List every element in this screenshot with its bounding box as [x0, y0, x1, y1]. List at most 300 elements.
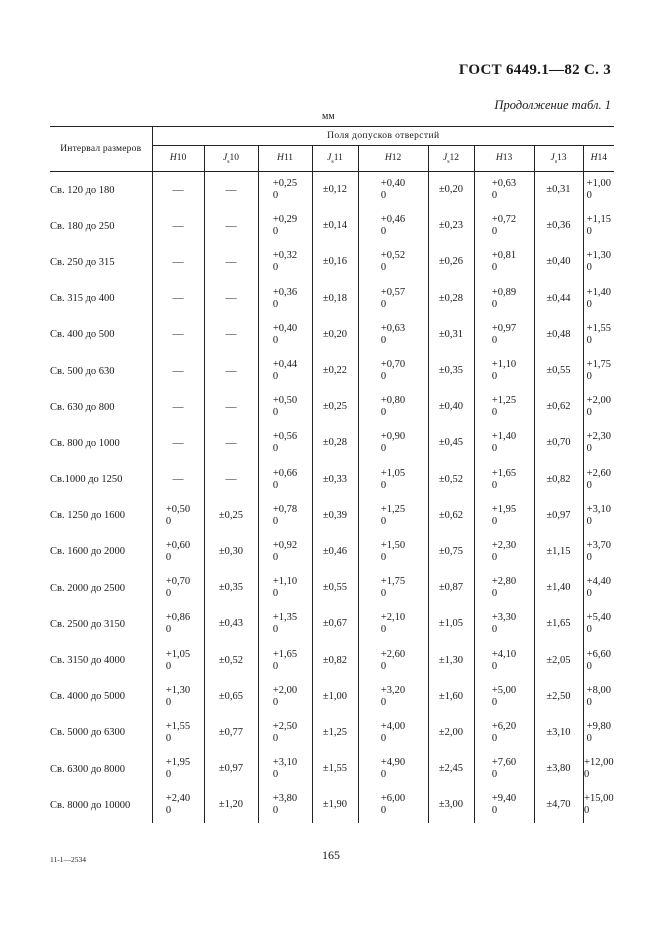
upper-deviation: +0,44	[272, 359, 298, 371]
tolerance-cell	[152, 715, 204, 751]
upper-deviation: +1,05	[380, 467, 406, 479]
lower-deviation: 0	[586, 334, 592, 346]
tolerance-value: ±2,00	[438, 726, 464, 738]
tolerance-cell	[152, 425, 204, 461]
lower-deviation: 0	[586, 443, 592, 455]
tolerance-cell	[428, 679, 474, 715]
table-row	[50, 606, 614, 642]
upper-deviation: +5,40	[586, 612, 611, 624]
tolerance-cell	[312, 317, 358, 353]
upper-deviation: +3,30	[491, 612, 517, 624]
tolerance-cell	[534, 787, 583, 823]
tolerance-cell	[428, 642, 474, 678]
tolerance-cell	[204, 281, 258, 317]
table-row	[50, 642, 614, 678]
tolerance-cell	[152, 208, 204, 244]
tolerance-deviation-pair	[273, 359, 297, 383]
upper-deviation: +1,40	[491, 431, 517, 443]
tolerance-value: ±0,22	[322, 365, 348, 377]
tolerance-cell	[258, 642, 312, 678]
upper-deviation: +0,52	[380, 250, 406, 262]
tolerance-cell	[358, 715, 428, 751]
tolerance-cell	[204, 534, 258, 570]
tolerance-cell	[534, 425, 583, 461]
tolerance-value: ±0,52	[218, 654, 244, 666]
tolerance-cell	[428, 751, 474, 787]
tolerance-cell	[474, 353, 534, 389]
table-row	[50, 498, 614, 534]
tolerance-cell	[312, 606, 358, 642]
tolerance-value: ±1,25	[322, 726, 348, 738]
tolerance-cell	[312, 534, 358, 570]
tolerance-value: ±1,55	[322, 763, 348, 775]
lower-deviation: 0	[586, 226, 592, 238]
table-row	[50, 244, 614, 280]
lower-deviation: 0	[165, 515, 172, 527]
tolerance-deviation-pair	[492, 250, 516, 274]
tolerance-cell	[534, 462, 583, 498]
tolerance-cell	[152, 281, 204, 317]
tolerance-cell	[204, 751, 258, 787]
lower-deviation: 0	[165, 588, 172, 600]
upper-deviation: +2,10	[380, 612, 406, 624]
tolerance-value: ±0,97	[218, 763, 244, 775]
tolerance-cell	[258, 787, 312, 823]
upper-deviation: +1,65	[491, 467, 517, 479]
tolerance-cell	[312, 425, 358, 461]
upper-deviation: +6,20	[491, 720, 517, 732]
tolerance-cell	[152, 534, 204, 570]
tolerance-cell	[204, 787, 258, 823]
upper-deviation: +7,60	[491, 757, 517, 769]
tolerance-cell	[534, 642, 583, 678]
upper-deviation: +3,70	[586, 539, 611, 551]
tolerance-value: —	[172, 219, 184, 232]
tolerance-cell	[428, 606, 474, 642]
tolerance-cell	[358, 353, 428, 389]
column-header-letter: J	[222, 152, 228, 163]
lower-deviation: 0	[491, 298, 498, 310]
tolerance-cell	[152, 317, 204, 353]
tolerance-cell	[312, 462, 358, 498]
tolerance-cell	[474, 389, 534, 425]
tolerance-value: ±0,20	[322, 328, 348, 340]
lower-deviation: 0	[586, 732, 592, 744]
upper-deviation: +15,00	[584, 793, 614, 805]
upper-deviation: +2,30	[586, 431, 611, 443]
upper-deviation: +1,25	[380, 503, 406, 515]
upper-deviation: +0,50	[165, 503, 191, 515]
upper-deviation: +0,40	[272, 322, 298, 334]
size-range-cell: Св. 4000 до 5000	[50, 691, 126, 703]
lower-deviation: 0	[491, 443, 498, 455]
tolerance-deviation-pair	[166, 649, 190, 673]
column-header-letter: J	[550, 152, 555, 163]
upper-deviation: +0,50	[272, 395, 298, 407]
tolerance-value: ±0,77	[218, 726, 244, 738]
tolerance-cell	[312, 679, 358, 715]
tolerance-value: ±0,23	[438, 220, 464, 232]
lower-deviation: 0	[491, 805, 498, 817]
tolerance-deviation-pair	[587, 721, 611, 745]
tolerance-deviation-pair	[273, 250, 297, 274]
lower-deviation: 0	[165, 769, 172, 781]
tolerance-deviation-pair	[273, 214, 297, 238]
lower-deviation: 0	[380, 732, 387, 744]
tolerance-deviation-pair	[587, 323, 611, 347]
tolerance-value: ±0,39	[322, 509, 348, 521]
tolerance-value: ±0,25	[322, 401, 348, 413]
lower-deviation: 0	[165, 551, 172, 563]
upper-deviation: +1,10	[491, 359, 517, 371]
tolerance-cell	[583, 534, 614, 570]
table-row	[50, 534, 614, 570]
tolerance-value: ±0,26	[438, 256, 464, 268]
tolerance-deviation-pair	[587, 395, 611, 419]
tolerance-cell	[358, 281, 428, 317]
lower-deviation: 0	[584, 805, 590, 817]
tolerance-cell	[534, 534, 583, 570]
tolerance-cell	[474, 715, 534, 751]
tolerance-deviation-pair	[273, 649, 297, 673]
tolerance-deviation-pair	[381, 359, 405, 383]
tolerance-cell	[358, 317, 428, 353]
lower-deviation: 0	[272, 732, 279, 744]
tolerance-cell	[258, 389, 312, 425]
upper-deviation: +4,10	[491, 648, 517, 660]
tolerance-value: ±2,45	[438, 763, 464, 775]
tolerance-cell	[583, 208, 614, 244]
column-header-grade: 12	[391, 152, 402, 163]
size-range-cell: Св. 315 до 400	[50, 293, 115, 305]
column-header-grade: 13	[502, 152, 513, 163]
tolerance-deviation-pair	[381, 323, 405, 347]
column-header	[583, 146, 614, 172]
tolerance-deviation-pair	[587, 287, 611, 311]
column-header-letter: H	[384, 152, 392, 163]
column-header	[312, 146, 358, 172]
size-range-cell: Св. 1600 до 2000	[50, 546, 126, 558]
tolerance-deviation-pair	[492, 757, 516, 781]
tolerance-cell	[428, 715, 474, 751]
size-range-cell: Св. 250 до 315	[50, 256, 115, 268]
lower-deviation: 0	[380, 805, 387, 817]
tolerance-deviation-pair	[273, 540, 297, 564]
lower-deviation: 0	[272, 660, 279, 672]
tolerance-cell	[312, 389, 358, 425]
tolerance-deviation-pair	[381, 721, 405, 745]
tolerance-value: —	[225, 364, 237, 377]
tolerance-cell	[534, 389, 583, 425]
tolerance-deviation-pair	[492, 431, 516, 455]
tolerance-value: ±0,65	[218, 690, 244, 702]
tolerance-deviation-pair	[587, 214, 611, 238]
tolerance-cell	[358, 425, 428, 461]
size-range-cell: Св. 6300 до 8000	[50, 763, 126, 775]
lower-deviation: 0	[586, 262, 592, 274]
tolerance-deviation-pair	[381, 431, 405, 455]
tolerance-cell	[474, 498, 534, 534]
lower-deviation: 0	[272, 696, 279, 708]
tolerance-deviation-pair	[492, 395, 516, 419]
tolerance-value: ±4,70	[546, 799, 571, 811]
tolerance-deviation-pair	[492, 721, 516, 745]
lower-deviation: 0	[165, 805, 172, 817]
tolerance-deviation-pair	[273, 395, 297, 419]
tolerance-cell	[583, 172, 614, 209]
tolerance-cell	[152, 244, 204, 280]
tolerance-deviation-pair	[587, 612, 611, 636]
upper-deviation: +1,30	[165, 684, 191, 696]
upper-deviation: +0,29	[272, 214, 298, 226]
table-row	[50, 425, 614, 461]
tolerance-deviation-pair	[381, 793, 405, 817]
lower-deviation: 0	[491, 624, 498, 636]
upper-deviation: +12,00	[584, 757, 614, 769]
table-row	[50, 208, 614, 244]
column-header	[428, 146, 474, 172]
tolerance-deviation-pair	[587, 685, 611, 709]
lower-deviation: 0	[380, 624, 387, 636]
column-header-subscript: s	[554, 158, 558, 165]
lower-deviation: 0	[586, 696, 592, 708]
upper-deviation: +0,70	[165, 576, 191, 588]
tolerance-cell	[358, 208, 428, 244]
tolerance-deviation-pair	[166, 721, 190, 745]
table-row	[50, 317, 614, 353]
tolerance-value: ±1,00	[322, 690, 348, 702]
tolerance-cell	[204, 425, 258, 461]
lower-deviation: 0	[272, 298, 279, 310]
tolerance-cell	[258, 244, 312, 280]
tolerance-deviation-pair	[587, 431, 611, 455]
lower-deviation: 0	[586, 407, 592, 419]
tolerance-value: ±1,65	[546, 618, 571, 630]
tolerance-cell	[583, 281, 614, 317]
upper-deviation: +3,10	[272, 757, 298, 769]
tolerance-cell	[312, 281, 358, 317]
tolerance-cell	[583, 462, 614, 498]
table-row	[50, 715, 614, 751]
tolerance-deviation-pair	[381, 685, 405, 709]
tolerance-cell	[474, 606, 534, 642]
size-range-cell: Св. 400 до 500	[50, 329, 115, 341]
upper-deviation: +1,55	[165, 720, 191, 732]
tolerance-cell	[474, 642, 534, 678]
tolerance-cell	[204, 244, 258, 280]
tolerance-deviation-pair	[273, 431, 297, 455]
tolerance-deviation-pair	[166, 685, 190, 709]
tolerance-cell	[204, 208, 258, 244]
tolerance-value: ±2,50	[546, 690, 571, 702]
tolerance-deviation-pair	[273, 323, 297, 347]
lower-deviation: 0	[272, 190, 279, 202]
tolerance-cell	[534, 317, 583, 353]
size-range-cell: Св. 1250 до 1600	[50, 510, 126, 522]
lower-deviation: 0	[380, 226, 387, 238]
tolerance-deviation-pair	[273, 685, 297, 709]
tolerance-value: ±0,70	[546, 437, 571, 449]
table-body	[50, 172, 614, 824]
tolerance-cell	[474, 281, 534, 317]
tolerance-value: —	[225, 183, 237, 196]
tolerance-value: ±0,40	[546, 256, 571, 268]
upper-deviation: +0,46	[380, 214, 406, 226]
column-header	[474, 146, 534, 172]
tolerance-cell	[358, 462, 428, 498]
tolerance-deviation-pair	[381, 214, 405, 238]
tolerance-deviation-pair	[273, 576, 297, 600]
tolerance-value: ±0,43	[218, 618, 244, 630]
tolerance-cell	[474, 208, 534, 244]
table-row	[50, 281, 614, 317]
upper-deviation: +1,00	[586, 178, 611, 190]
tolerance-deviation-pair	[273, 793, 297, 817]
tolerance-cell	[312, 498, 358, 534]
tolerance-fields-header: Поля допусков отверстий	[152, 127, 614, 146]
tolerance-value: —	[172, 400, 184, 413]
tolerance-deviation-pair	[166, 612, 190, 636]
tolerance-value: —	[172, 328, 184, 341]
tolerance-value: ±0,67	[322, 618, 348, 630]
tolerance-cell	[312, 570, 358, 606]
upper-deviation: +1,50	[380, 539, 406, 551]
tolerance-value: ±3,80	[546, 763, 571, 775]
column-header-letter: H	[590, 152, 598, 163]
tolerance-deviation-pair	[273, 721, 297, 745]
tolerance-cell	[428, 244, 474, 280]
tolerance-value: ±0,28	[322, 437, 348, 449]
upper-deviation: +0,60	[165, 539, 191, 551]
tolerance-value: ±0,31	[438, 328, 464, 340]
tolerance-value: ±0,25	[218, 509, 244, 521]
tolerance-cell	[204, 606, 258, 642]
lower-deviation: 0	[380, 551, 387, 563]
tolerance-deviation-pair	[273, 287, 297, 311]
tolerance-value: ±0,18	[322, 292, 348, 304]
tolerance-cell	[258, 462, 312, 498]
lower-deviation: 0	[272, 624, 279, 636]
tolerance-value: ±3,00	[438, 799, 464, 811]
lower-deviation: 0	[380, 407, 387, 419]
lower-deviation: 0	[491, 479, 498, 491]
lower-deviation: 0	[380, 334, 387, 346]
tolerance-deviation-pair	[273, 757, 297, 781]
tolerance-cell	[204, 172, 258, 209]
tolerance-deviation-pair	[492, 612, 516, 636]
tolerance-value: ±3,10	[546, 726, 571, 738]
tolerance-value: ±2,05	[546, 654, 571, 666]
lower-deviation: 0	[491, 190, 498, 202]
tolerance-cell	[312, 208, 358, 244]
lower-deviation: 0	[380, 262, 387, 274]
upper-deviation: +2,80	[491, 576, 517, 588]
size-range-cell: Св. 630 до 800	[50, 401, 115, 413]
upper-deviation: +1,75	[586, 359, 611, 371]
upper-deviation: +2,60	[380, 648, 406, 660]
unit-label: мм	[322, 111, 335, 122]
lower-deviation: 0	[491, 334, 498, 346]
tolerance-deviation-pair	[166, 576, 190, 600]
range-column-header: Интервал размеров	[50, 127, 152, 172]
lower-deviation: 0	[272, 515, 279, 527]
tolerance-deviation-pair	[584, 757, 614, 781]
lower-deviation: 0	[380, 298, 387, 310]
tolerance-value: ±0,46	[322, 545, 348, 557]
tolerance-cell	[583, 679, 614, 715]
tolerance-deviation-pair	[587, 468, 611, 492]
upper-deviation: +9,80	[586, 720, 611, 732]
tolerance-cell	[358, 751, 428, 787]
tolerance-value: ±0,55	[322, 582, 348, 594]
tolerance-value: ±0,14	[322, 220, 348, 232]
lower-deviation: 0	[491, 226, 498, 238]
tolerance-deviation-pair	[492, 359, 516, 383]
tolerance-cell	[204, 642, 258, 678]
tolerance-value: ±0,30	[218, 545, 244, 557]
tolerance-cell	[358, 498, 428, 534]
tolerance-deviation-pair	[166, 757, 190, 781]
lower-deviation: 0	[586, 551, 592, 563]
tolerance-cell	[474, 172, 534, 209]
lower-deviation: 0	[272, 551, 279, 563]
size-range-cell: Св. 5000 до 6300	[50, 727, 126, 739]
tolerance-cell	[428, 317, 474, 353]
table-row	[50, 462, 614, 498]
tolerance-cell	[474, 244, 534, 280]
lower-deviation: 0	[272, 407, 279, 419]
tolerance-cell	[428, 498, 474, 534]
tolerance-value: ±0,28	[438, 292, 464, 304]
column-header-letter: J	[327, 152, 332, 163]
tolerance-cell	[258, 353, 312, 389]
tolerance-cell	[358, 642, 428, 678]
upper-deviation: +0,97	[491, 322, 517, 334]
size-range-cell: Св. 2500 до 3150	[50, 618, 126, 630]
tolerance-deviation-pair	[273, 612, 297, 636]
tolerance-value: ±0,20	[438, 184, 464, 196]
tolerance-value: ±1,60	[438, 690, 464, 702]
table-row	[50, 751, 614, 787]
tolerance-value: —	[225, 436, 237, 449]
tolerance-value: —	[172, 183, 184, 196]
tolerance-value: ±0,55	[546, 365, 571, 377]
tolerance-cell	[312, 751, 358, 787]
lower-deviation: 0	[165, 624, 172, 636]
tolerance-deviation-pair	[492, 178, 516, 202]
upper-deviation: +2,50	[272, 720, 298, 732]
tolerance-cell	[583, 642, 614, 678]
tolerance-value: ±0,82	[546, 473, 571, 485]
tolerance-deviation-pair	[166, 504, 190, 528]
tolerance-deviation-pair	[381, 649, 405, 673]
tolerance-cell	[152, 642, 204, 678]
lower-deviation: 0	[272, 479, 279, 491]
column-header-letter: H	[276, 152, 284, 163]
tolerance-deviation-pair	[381, 395, 405, 419]
upper-deviation: +8,00	[586, 684, 611, 696]
tolerance-value: ±0,33	[322, 473, 348, 485]
lower-deviation: 0	[491, 660, 498, 672]
tolerance-cell	[583, 787, 614, 823]
upper-deviation: +3,80	[272, 793, 298, 805]
table-row	[50, 353, 614, 389]
upper-deviation: +1,10	[272, 576, 298, 588]
tolerance-cell	[152, 751, 204, 787]
tolerance-value: ±0,36	[546, 220, 571, 232]
tolerance-value: ±0,97	[546, 509, 571, 521]
lower-deviation: 0	[586, 624, 592, 636]
